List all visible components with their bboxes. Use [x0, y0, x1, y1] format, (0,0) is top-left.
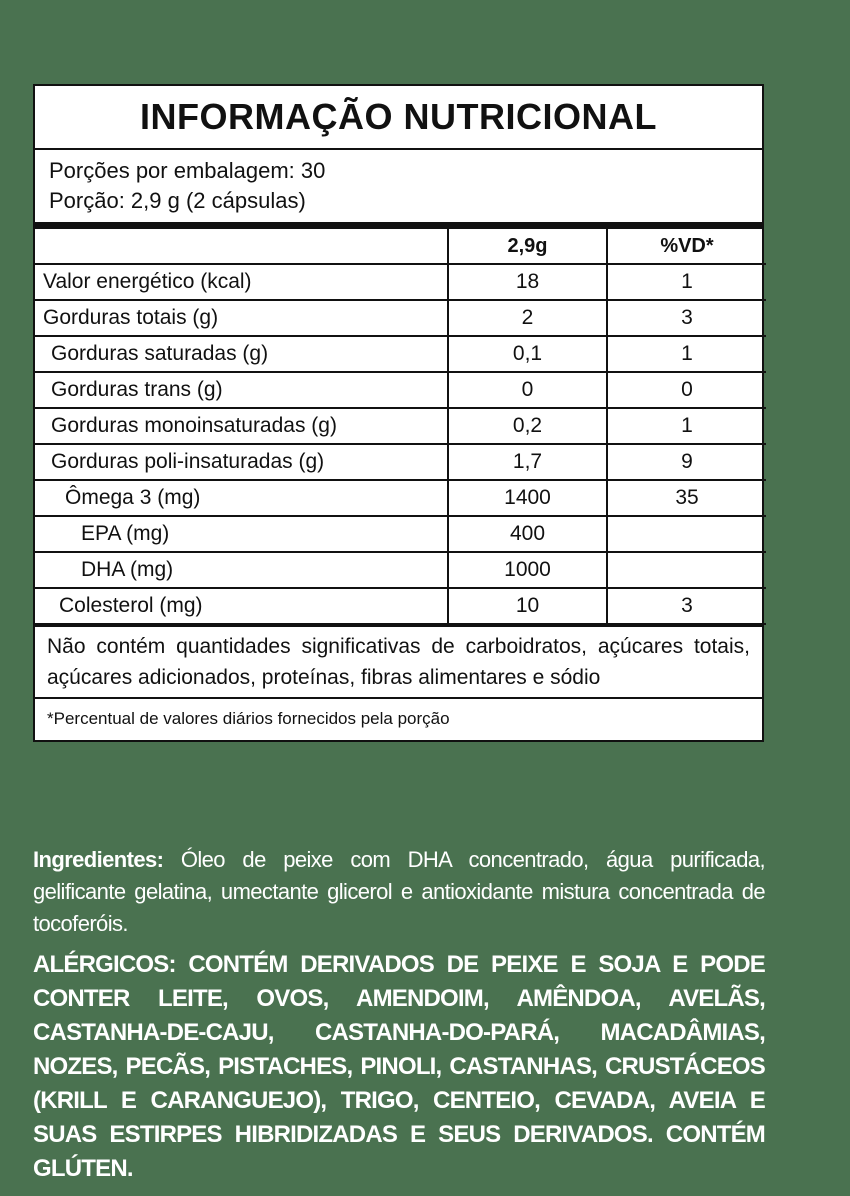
nutrient-daily-value: 9	[607, 444, 766, 480]
nutrient-daily-value: 35	[607, 480, 766, 516]
nutrient-value: 10	[448, 588, 607, 624]
nutrient-value: 1,7	[448, 444, 607, 480]
header-amount: 2,9g	[448, 229, 607, 264]
nutrient-daily-value: 3	[607, 588, 766, 624]
nutrient-name: Colesterol (mg)	[35, 588, 448, 624]
table-row	[35, 336, 766, 372]
nutrient-value: 2	[448, 300, 607, 336]
nutrient-name: Gorduras totais (g)	[35, 300, 448, 336]
gluten-warning: CONTÉM GLÚTEN.	[33, 1121, 765, 1182]
daily-value-footnote: *Percentual de valores diários fornecidos pela porção	[35, 697, 762, 740]
table-row	[35, 516, 766, 552]
nutrient-value: 0,1	[448, 336, 607, 372]
nutrient-name: EPA (mg)	[35, 516, 448, 552]
nutrient-daily-value	[607, 516, 766, 552]
nutrient-name: Gorduras poli-insaturadas (g)	[35, 444, 448, 480]
nutrient-value: 18	[448, 264, 607, 300]
allergens-list: ALÉRGICOS: CONTÉM DERIVADOS DE PEIXE E SOJA E PODE CONTER LEITE, OVOS, AMENDOIM, AMÊNDOA, AVELÃS, CASTANHA-DE-CAJU, CASTANHA-DO-PARÁ, MACADÂMIAS, NOZES, PECÃS, PISTACHES, PINOLI, CASTANHAS, CRUSTÁCEOS (KRILL E CARANGUEJO), TRIGO, CENTEIO, CEVADA, AVEIA E SUAS ESTIRPES HIBRIDIZADAS E SEUS DERIVADOS.	[33, 951, 765, 1148]
nutrient-daily-value: 0	[607, 372, 766, 408]
insignificant-amounts-note: Não contém quantidades significativas de carboidratos, açúcares totais, açúcares adicionados, proteínas, fibras alimentares e sódio	[35, 625, 762, 697]
nutrient-daily-value: 1	[607, 408, 766, 444]
table-row	[35, 300, 766, 336]
header-nutrient	[35, 229, 448, 264]
table-row	[35, 552, 766, 588]
allergens-text	[33, 948, 765, 1186]
servings-info	[35, 150, 762, 229]
ingredients-label: Ingredientes:	[33, 847, 164, 872]
nutrient-name: Ômega 3 (mg)	[35, 480, 448, 516]
nutrient-value: 1000	[448, 552, 607, 588]
header-daily-value: %VD*	[607, 229, 766, 264]
nutrition-facts-panel	[33, 84, 764, 742]
servings-per-package: Porções por embalagem: 30	[49, 158, 326, 183]
nutrition-table	[35, 229, 766, 625]
table-row	[35, 480, 766, 516]
nutrient-name: Gorduras trans (g)	[35, 372, 448, 408]
serving-size: Porção: 2,9 g (2 cápsulas)	[49, 188, 306, 213]
nutrient-daily-value	[607, 552, 766, 588]
table-row	[35, 372, 766, 408]
nutrient-name: DHA (mg)	[35, 552, 448, 588]
table-row	[35, 588, 766, 624]
table-row	[35, 264, 766, 300]
ingredients-list: Óleo de peixe com DHA concentrado, água purificada, gelificante gelatina, umectante glicerol e antioxidante mistura concentrada de tocoferóis.	[33, 847, 765, 936]
ingredients-text	[33, 844, 765, 940]
table-row	[35, 444, 766, 480]
nutrient-daily-value: 3	[607, 300, 766, 336]
nutrient-daily-value: 1	[607, 264, 766, 300]
nutrient-name: Valor energético (kcal)	[35, 264, 448, 300]
table-row	[35, 408, 766, 444]
panel-title: INFORMAÇÃO NUTRICIONAL	[35, 86, 762, 150]
nutrient-value: 0	[448, 372, 607, 408]
nutrient-daily-value: 1	[607, 336, 766, 372]
nutrient-value: 0,2	[448, 408, 607, 444]
nutrient-value: 1400	[448, 480, 607, 516]
nutrient-name: Gorduras saturadas (g)	[35, 336, 448, 372]
table-header-row	[35, 229, 766, 264]
nutrient-name: Gorduras monoinsaturadas (g)	[35, 408, 448, 444]
nutrient-value: 400	[448, 516, 607, 552]
